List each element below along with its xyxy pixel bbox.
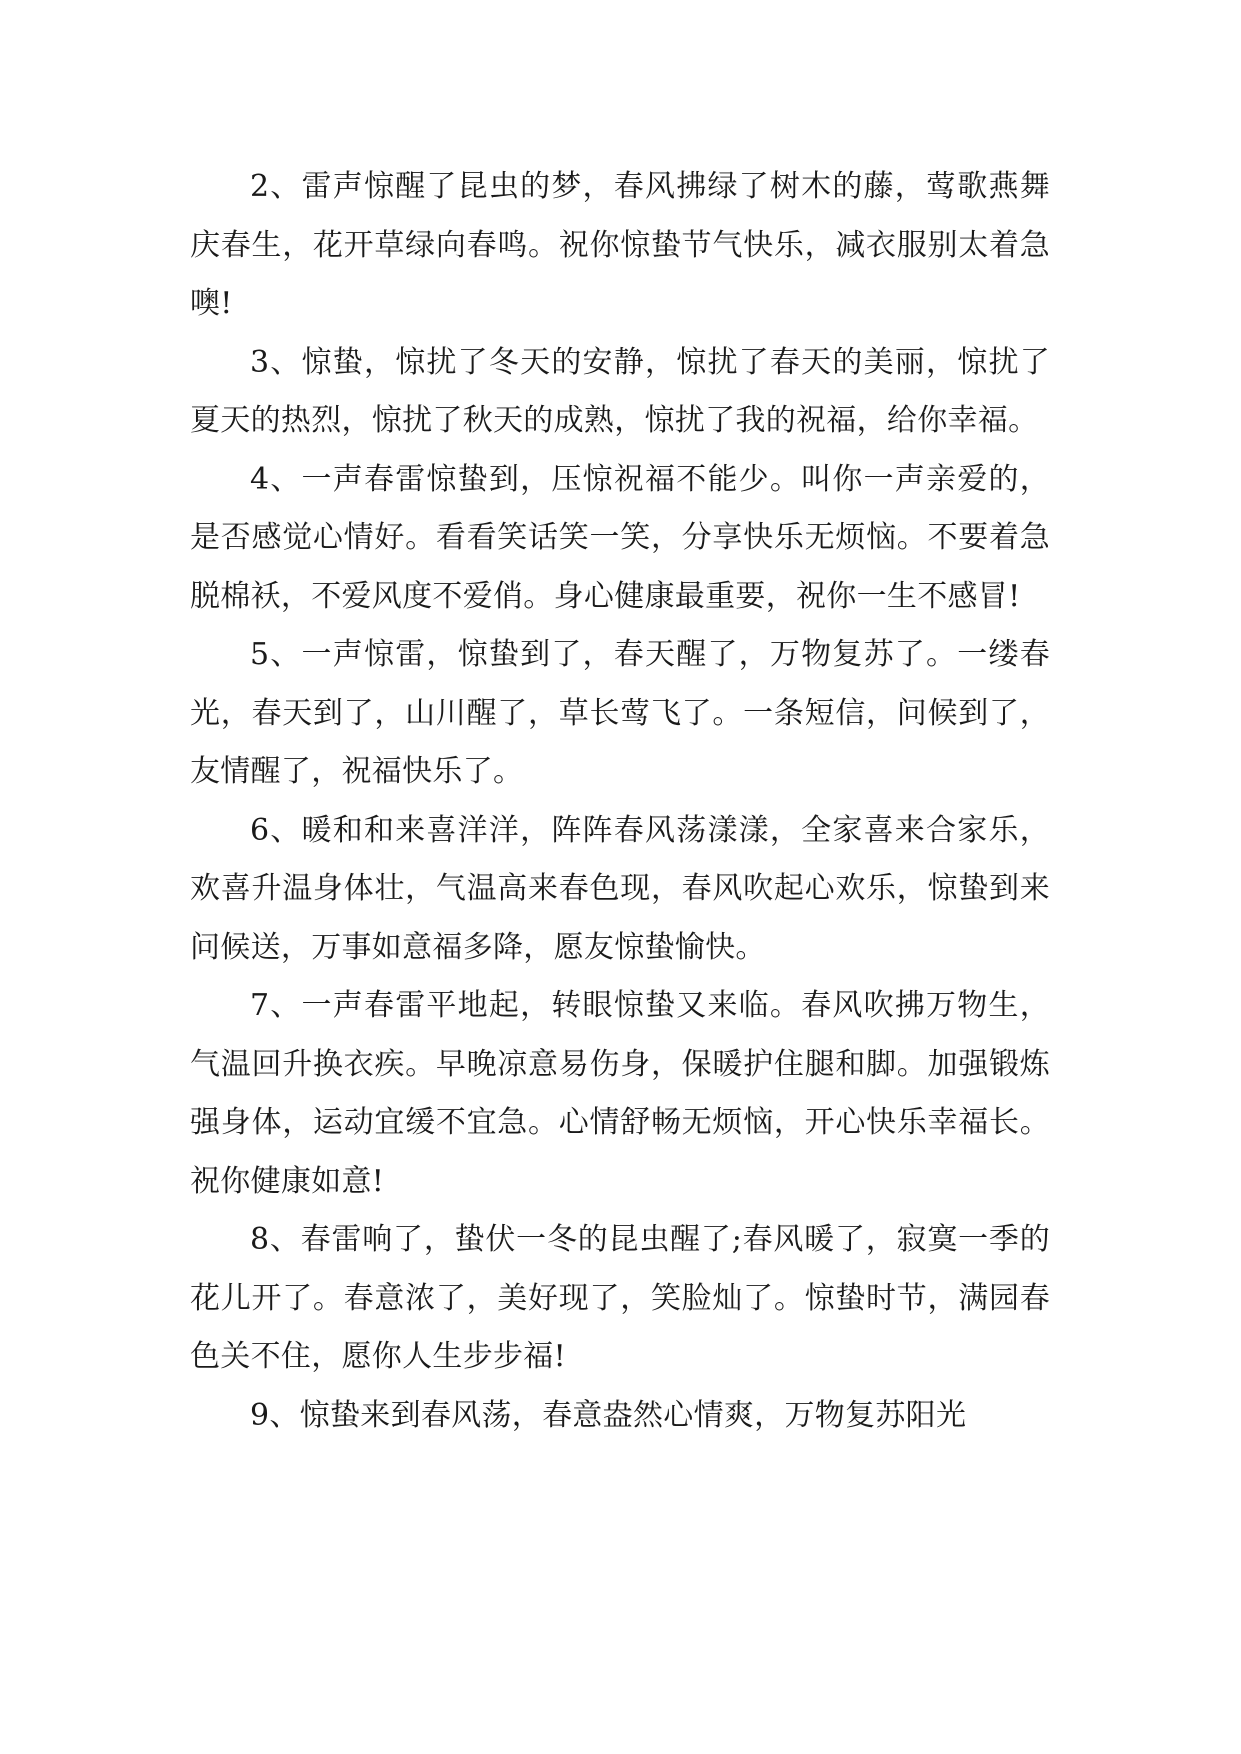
paragraph-8: 8、春雷响了，蛰伏一冬的昆虫醒了;春风暖了，寂寞一季的花儿开了。春意浓了，美好现了，笑脸灿了。惊蛰时节，满园春色关不住，愿你人生步步福! xyxy=(190,1222,1050,1374)
paragraph-3: 3、惊蛰，惊扰了冬天的安静，惊扰了春天的美丽，惊扰了夏天的热烈，惊扰了秋天的成熟，惊扰了我的祝福，给你幸福。 xyxy=(190,344,1050,438)
paragraph-6: 6、暖和和来喜洋洋，阵阵春风荡漾漾，全家喜来合家乐，欢喜升温身体壮，气温高来春色现，春风吹起心欢乐，惊蛰到来问候送，万事如意福多降，愿友惊蛰愉快。 xyxy=(190,812,1050,965)
document-body xyxy=(190,158,1050,1445)
paragraph-5: 5、一声惊雷，惊蛰到了，春天醒了，万物复苏了。一缕春光，春天到了，山川醒了，草长莺飞了。一条短信，问候到了，友情醒了，祝福快乐了。 xyxy=(190,637,1050,789)
paragraph-7: 7、一声春雷平地起，转眼惊蛰又来临。春风吹拂万物生，气温回升换衣疾。早晚凉意易伤身，保暖护住腿和脚。加强锻炼强身体，运动宜缓不宜急。心情舒畅无烦恼，开心快乐幸福长。祝你健康如意! xyxy=(190,988,1050,1199)
paragraph-2: 2、雷声惊醒了昆虫的梦，春风拂绿了树木的藤，莺歌燕舞庆春生，花开草绿向春鸣。祝你惊蛰节气快乐，减衣服别太着急噢! xyxy=(190,169,1050,321)
paragraph-4: 4、一声春雷惊蛰到，压惊祝福不能少。叫你一声亲爱的，是否感觉心情好。看看笑话笑一笑，分享快乐无烦恼。不要着急脱棉袄，不爱风度不爱俏。身心健康最重要，祝你一生不感冒! xyxy=(190,461,1050,614)
paragraph-9: 9、惊蛰来到春风荡，春意盎然心情爽，万物复苏阳光 xyxy=(250,1397,967,1433)
